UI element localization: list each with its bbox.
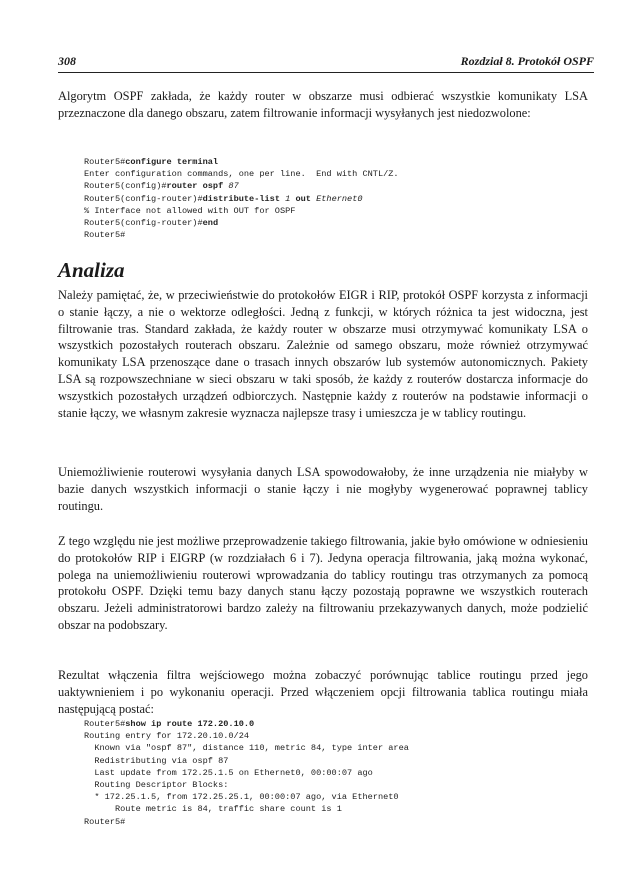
code-segment: Router5# — [84, 816, 126, 827]
code-line — [84, 804, 342, 814]
code-line — [84, 218, 218, 228]
code-segment: Router5# — [84, 719, 126, 729]
code-segment: Router5(config-router)# — [84, 218, 203, 229]
code-line — [84, 157, 218, 167]
code-segment: Enter configuration commands, one per line. End with CNTL/Z. — [84, 169, 399, 180]
code-segment: end — [202, 218, 219, 229]
page-header — [58, 50, 594, 73]
code-block-route — [84, 718, 409, 828]
code-segment: Router5# — [84, 230, 126, 241]
paragraph-lsa-blocking: Uniemożliwienie routerowi wysyłania danych LSA spowodowałoby, że inne urządzenia nie miałyby w bazie danych wszystkich informacji o stanie łączy i nie mogłyby wygenerować poprawnej tablicy routingu. — [58, 465, 588, 513]
code-segment: configure terminal — [125, 157, 219, 167]
paragraph-filtering: Z tego względu nie jest możliwe przeprowadzenie takiego filtrowania, jakie było omówione w odniesieniu do protokołów RIP i EIGRP (w rozdziałach 6 i 7). Jedyna operacja filtrowania, jaką można wykonać, polega na uniemożliwieniu routerowi wprowadzania do tablicy routingu tras otrzymanych za pomocą protokołu OSPF. Dzięki temu bazy danych stanu łączy pozostają poprawne we wszystkich routerach obszaru. Jeżeli administratorowi bardzo zależy na filtrowaniu przekazywanych danych, może podzielić obszar na podobszary. — [58, 534, 588, 632]
code-line — [84, 743, 409, 753]
code-segment: Routing Descriptor Blocks: — [84, 780, 229, 791]
code-line — [84, 756, 228, 766]
running-head: Rozdział 8. Protokół OSPF — [460, 54, 594, 68]
paragraph-link-state: Należy pamiętać, że, w przeciwieństwie do protokołów EIGR i RIP, protokół OSPF korzysta z informacji o stanie łączy, a nie o wektorze odległości. Jedną z funkcji, w których różnica ta jest widoczna, jest filtrowanie tras. Standard zakłada, że każdy router w obszarze musi otrzymywać komunikaty LSA o wszystkich pozostałych routerach obszaru. Zależnie od samego obszaru, może również otrzymywać komunikaty LSA przenoszące dane o trasach innych obszarów lub systemów autonomicznych. Pakiety LSA są rozpowszechniane w sieci obszaru w taki sposób, że każdy z routerów dostarcza informacje do wszystkich pozostałych urządzeń odbiorczych. Następnie każdy z routerów na podstawie informacji o stanie łączy, we własnym zakresie wyznacza najlepsze trasy i umieszcza je w tablicy routingu. — [58, 288, 588, 420]
code-line — [84, 194, 363, 204]
code-line — [84, 206, 295, 216]
code-segment: Last update from 172.25.1.5 on Ethernet0, 00:00:07 ago — [84, 767, 373, 778]
code-segment: * 172.25.1.5, from 172.25.25.1, 00:00:07 ago, via Ethernet0 — [84, 792, 399, 803]
code-line — [84, 719, 254, 729]
code-segment: Router5# — [84, 157, 126, 167]
paragraph-result: Rezultat włączenia filtra wejściowego można zobaczyć porównując tablice routingu przed jego uaktywnieniem i po wykonaniu operacji. Przed włączeniem opcji filtrowania tablica routingu miała następującą postać: — [58, 668, 588, 716]
code-segment: Router5(config)# — [84, 181, 167, 192]
code-line — [84, 181, 239, 191]
code-line — [84, 780, 228, 790]
code-segment: show ip route 172.20.10.0 — [125, 719, 255, 729]
page-number: 308 — [58, 54, 76, 68]
code-segment: distribute-list — [202, 193, 286, 204]
code-line — [84, 230, 125, 240]
code-block-config — [84, 156, 399, 241]
code-line — [84, 731, 249, 741]
section-title: Analiza — [58, 258, 125, 282]
code-segment: Router5(config-router)# — [84, 193, 203, 204]
code-segment: % Interface not allowed with OUT for OSPF — [84, 205, 296, 216]
code-line — [84, 768, 373, 778]
code-segment: Route metric is 84, traffic share count is 1 — [84, 804, 342, 815]
code-segment: router ospf — [166, 181, 229, 192]
code-line — [84, 817, 125, 827]
code-line — [84, 169, 399, 179]
code-segment: Known via "ospf 87", distance 110, metric 84, type inter area — [84, 743, 409, 754]
intro-paragraph: Algorytm OSPF zakłada, że każdy router w obszarze musi odbierać wszystkie komunikaty LSA przeznaczone dla danego obszaru, zatem filtrowanie informacji wysyłanych jest niedozwolone: — [58, 89, 588, 120]
code-segment: Redistributing via ospf 87 — [84, 755, 229, 766]
code-segment: out — [290, 193, 317, 204]
code-segment: 87 — [228, 181, 239, 192]
code-segment: Ethernet0 — [316, 193, 363, 204]
code-line — [84, 792, 399, 802]
code-segment: Routing entry for 172.20.10.0/24 — [84, 731, 250, 742]
code-segment: 1 — [285, 193, 291, 204]
